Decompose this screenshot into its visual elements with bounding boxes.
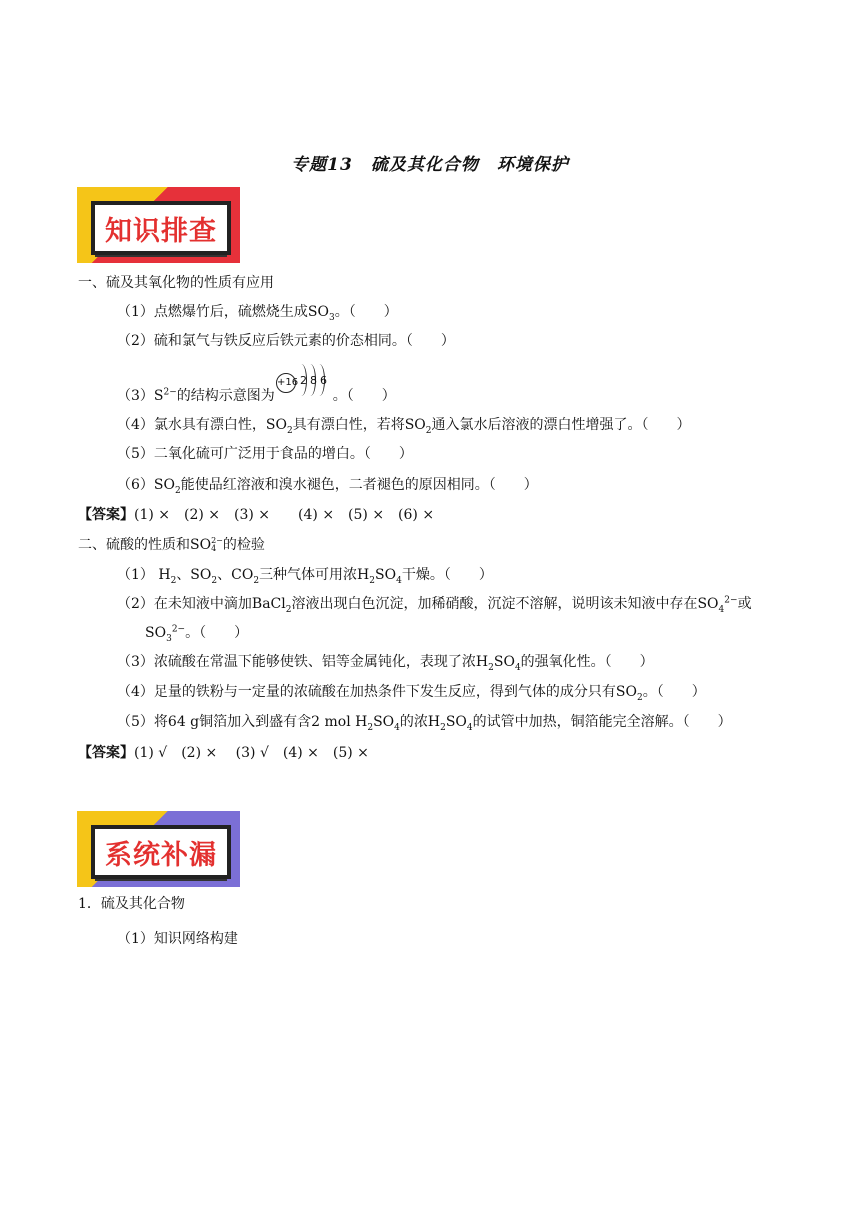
shell-electrons: 2: [300, 374, 307, 387]
question-item: （2）硫和氯气与铁反应后铁元素的价态相同。（ ）: [117, 333, 455, 349]
question-item: $(3)S^{2-}$的结构示意图为 。（ ）: [117, 387, 396, 404]
question-item: （2）在未知液中滴加BaCl$_2$溶液出现白色沉淀，加稀硝酸，沉淀不溶解，说明该未知液中存在$SO_4^{2-}$或: [117, 595, 752, 615]
section-heading: 1．硫及其化合物: [78, 896, 185, 912]
shell-electrons: 8: [310, 374, 317, 387]
banner-knowledge-check-label: 知识排查: [91, 201, 231, 255]
page-title: 专题13 硫及其化合物 环境保护: [291, 155, 569, 175]
question-item: （5）将64 g铜箔加入到盛有含2 mol $H_2SO_4$的浓$H_2SO_4$的试管中加热，铜箔能完全溶解。（ ）: [117, 714, 732, 733]
question-item: $(6)SO_2$能使品红溶液和溴水褪色，二者褪色的原因相同。（ ）: [117, 477, 538, 496]
question-item: （3）浓硫酸在常温下能够使铁、铝等金属钝化，表现了浓$H_2SO_4$的强氧化性。（ ）: [117, 654, 654, 673]
answer-line: 【答案】(1) √ (2) × (3) √ (4) × (5) ×: [78, 745, 369, 761]
question-item: （4）氯水具有漂白性，$SO_2$具有漂白性，若将$SO_2$通入氯水后溶液的漂白性增强了。（ ）: [117, 417, 691, 436]
question-item-continued: $SO_3^{2-}$。（ ）: [145, 624, 249, 644]
banner-system-fill-label: 系统补漏: [91, 825, 231, 879]
answer-line: 【答案】(1) × (2) × (3) × (4) × (5) × (6) ×: [78, 507, 435, 523]
question-item: （1） $H_2$、$SO_2$、$CO_2$三种气体可用浓$H_2SO_4$干燥。（ ）: [117, 567, 493, 586]
sulfide-ion-structure-diagram: [272, 362, 342, 394]
nucleus-label: +16: [276, 373, 296, 393]
banner-system-fill: [77, 811, 240, 887]
section-heading: 一、硫及其氧化物的性质有应用: [78, 275, 274, 291]
question-item: （1）点燃爆竹后，硫燃烧生成$SO_3$。（ ）: [117, 304, 398, 323]
banner-knowledge-check: [77, 187, 240, 263]
question-item: （5）二氧化硫可广泛用于食品的增白。（ ）: [117, 446, 413, 462]
section-heading: 二、硫酸的性质和SO2− 4 的检验: [78, 536, 265, 553]
shell-electrons: 6: [320, 374, 327, 387]
sub-heading: （1）知识网络构建: [117, 931, 238, 947]
question-item: （4）足量的铁粉与一定量的浓硫酸在加热条件下发生反应，得到气体的成分只有$SO_2$。（ ）: [117, 684, 706, 703]
